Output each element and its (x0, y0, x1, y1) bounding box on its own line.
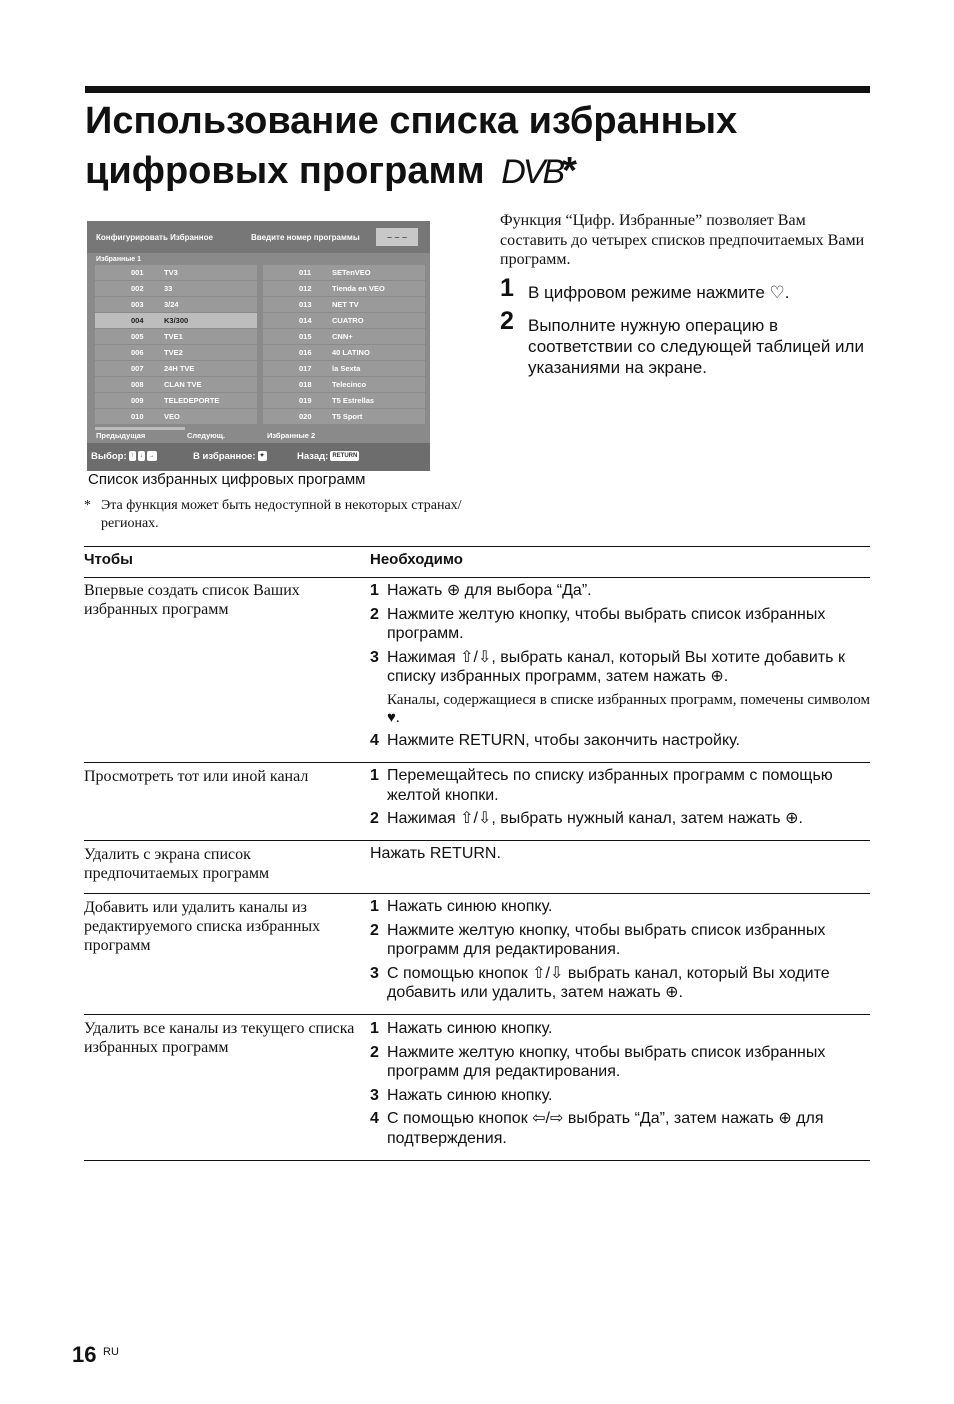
table-step (370, 1109, 870, 1148)
ok-key-icon: ✦ (259, 453, 265, 460)
title-asterisk: * (562, 150, 577, 192)
tv-channel-row (263, 377, 425, 392)
table-step-number: 4 (370, 1110, 379, 1127)
table-row-2-actions (370, 766, 870, 833)
table-step-number: 2 (370, 1043, 379, 1061)
table-row-4-actions (370, 897, 870, 1007)
tv-channel-name: TVE2 (164, 348, 183, 357)
tv-channel-number: 007 (131, 364, 144, 373)
table-step (370, 731, 870, 751)
tv-channel-name: VEO (164, 412, 180, 421)
table-step (370, 964, 870, 1003)
footnote-mark: * (84, 498, 91, 513)
tv-channel-row (95, 393, 257, 408)
table-row-5-actions (370, 1019, 870, 1152)
tv-channel-number: 012 (299, 284, 312, 293)
tv-channel-name: CNN+ (332, 332, 353, 341)
step-2-text: Выполните нужную операцию в соответствии со следующей таблицей или указаниями на экране. (528, 316, 864, 377)
tv-channel-number: 019 (299, 396, 312, 405)
table-step (370, 809, 870, 829)
tv-channel-name: T5 Estrellas (332, 396, 375, 405)
tv-nav-prev: Предыдущая (96, 431, 146, 440)
tv-channel-row (263, 361, 425, 376)
tv-channel-number: 020 (299, 412, 312, 421)
tv-channel-row (95, 281, 257, 296)
tv-channel-name: SETenVEO (332, 268, 371, 277)
tv-channel-row (263, 345, 425, 360)
tv-footer (87, 443, 430, 471)
table-step (370, 1019, 870, 1039)
table-row-rule (84, 893, 870, 894)
table-row-rule (84, 1014, 870, 1015)
tv-channel-name: K3/300 (164, 316, 189, 325)
table-step (370, 605, 870, 644)
tv-channel-number: 008 (131, 380, 144, 389)
table-step-text: Нажать синюю кнопку. (387, 1086, 553, 1104)
tv-list-title: Избранные 1 (96, 256, 141, 263)
table-step (370, 1043, 870, 1082)
table-row-2-goal: Просмотреть тот или иной канал (84, 768, 309, 785)
right-arrow-key-icon: → (148, 453, 155, 460)
tv-channel-row (263, 265, 425, 280)
tv-channel-name: 33 (164, 284, 173, 293)
tv-channel-row (95, 297, 257, 312)
table-step-text: Нажмите желтую кнопку, чтобы выбрать список избранных программ для редактирования. (387, 1043, 826, 1080)
tv-footer-add-label: В избранное: (193, 451, 256, 462)
tv-channel-name: TVE1 (164, 332, 183, 341)
tv-channel-row (263, 281, 425, 296)
tv-header-prompt: Введите номер программы (251, 233, 360, 242)
up-arrow-key-icon: ↑ (130, 453, 134, 460)
table-row-1-actions (370, 581, 870, 754)
tv-channel-row (263, 313, 425, 328)
tv-footer-back (297, 451, 359, 462)
tv-footer-select-label: Выбор: (91, 451, 127, 462)
tv-channel-row (263, 297, 425, 312)
table-row-3-action: Нажать RETURN. (370, 845, 501, 862)
page-locale: RU (103, 1346, 119, 1358)
footnote-text: Эта функция может быть недоступной в некоторых странах/регионах. (101, 498, 462, 531)
table-step-text: Нажать ⊕ для выбора “Да”. (387, 582, 592, 599)
page-number: 16 (72, 1342, 97, 1367)
tv-header (87, 221, 430, 253)
tv-channel-row (263, 329, 425, 344)
table-row-5-goal: Удалить все каналы из текущего списка избранных программ (84, 1020, 355, 1056)
table-step-number: 1 (370, 1020, 379, 1037)
tv-channel-number: 004 (131, 316, 144, 325)
table-header-goal: Чтобы (84, 551, 133, 568)
tv-channel-number: 006 (131, 348, 144, 357)
tv-channel-name: CUATRO (332, 316, 364, 325)
tv-channel-name: 40 LATINO (332, 348, 370, 357)
tv-channel-number: 011 (299, 268, 312, 277)
down-arrow-key-icon: ↓ (139, 453, 143, 460)
table-step (370, 581, 870, 601)
tv-channel-name: TV3 (164, 268, 178, 277)
table-step (370, 921, 870, 960)
table-step-text: Нажать синюю кнопку. (387, 1020, 553, 1037)
table-step-number: 3 (370, 1086, 379, 1104)
tv-channel-name: TELEDEPORTE (164, 396, 220, 405)
table-step-number: 2 (370, 605, 379, 623)
table-step-text: Нажмите желтую кнопку, чтобы выбрать список избранных программ. (387, 605, 826, 642)
tv-channel-row (95, 329, 257, 344)
table-step (370, 897, 870, 917)
tv-footer-select (91, 451, 157, 462)
tv-channel-row (95, 265, 257, 280)
table-step (370, 648, 870, 687)
intro-paragraph: Функция “Цифр. Избранные” позволяет Вам составить до четырех списков предпочитаемых Вами программ. (500, 212, 865, 268)
tv-channel-number: 001 (131, 268, 144, 277)
tv-channel-name: Telecinco (332, 380, 367, 389)
table-header-action: Необходимо (370, 551, 463, 568)
tv-channel-row (95, 409, 257, 424)
table-step-number: 4 (370, 731, 379, 749)
tv-channel-row (263, 409, 425, 424)
table-step-text: Перемещайтесь по списку избранных программ с помощью желтой кнопки. (387, 767, 833, 804)
tv-channel-number: 009 (131, 396, 144, 405)
tv-header-title: Конфигурировать Избранное (96, 233, 213, 242)
title-line-1: Использование списка избранных (85, 100, 738, 142)
tv-nav-next: Следующ. (187, 431, 226, 440)
table-header-rule (84, 577, 870, 578)
table-step-text: С помощью кнопок ⇦/⇨ выбрать “Да”, затем нажать ⊕ для подтверждения. (387, 1110, 824, 1147)
table-step-text: Нажать синюю кнопку. (387, 898, 553, 915)
tv-channel-row (263, 393, 425, 408)
tv-channel-number: 018 (299, 380, 312, 389)
table-note: Каналы, содержащиеся в списке избранных программ, помечены символом ♥. (387, 691, 870, 726)
table-step-number: 3 (370, 648, 379, 666)
figure-caption: Список избранных цифровых программ (88, 471, 366, 488)
table-step-number: 2 (370, 921, 379, 939)
tv-channel-number: 015 (299, 332, 312, 341)
dvb-logo: DVB (501, 153, 563, 191)
tv-footer-back-label: Назад: (297, 451, 329, 462)
table-step-number: 1 (370, 898, 379, 915)
table-top-rule (84, 546, 870, 547)
tv-channel-name: Tienda en VEO (332, 284, 385, 293)
tv-channel-list (95, 265, 425, 427)
step-2-number: 2 (500, 307, 514, 335)
table-step-text: Нажмите желтую кнопку, чтобы выбрать список избранных программ для редактирования. (387, 921, 826, 958)
tv-channel-name: la Sexta (332, 364, 361, 373)
step-1-text: В цифровом режиме нажмите ♡. (528, 283, 790, 302)
tv-channel-number: 017 (299, 364, 312, 373)
table-step-number: 1 (370, 582, 379, 599)
tv-channel-name: NET TV (332, 300, 359, 309)
tv-channel-name: 3/24 (164, 300, 179, 309)
table-row-4-goal: Добавить или удалить каналы из редактируемого списка избранных программ (84, 899, 321, 954)
table-row-3-goal: Удалить с экрана список предпочитаемых программ (84, 846, 270, 882)
tv-channel-name: 24H TVE (164, 364, 195, 373)
tv-footer-add (193, 451, 267, 462)
table-step-text: Нажимая ⇧/⇩, выбрать канал, который Вы хотите добавить к списку избранных программ, затем нажать ⊕. (387, 648, 845, 685)
tv-channel-number: 014 (299, 316, 312, 325)
footnote (84, 497, 489, 533)
table-step-text: С помощью кнопок ⇧/⇩ выбрать канал, который Вы ходите добавить или удалить, затем нажать ⊕. (387, 964, 830, 1001)
step-1-number: 1 (500, 274, 514, 302)
tv-screen-illustration (87, 221, 430, 471)
table-step-text: Нажмите RETURN, чтобы закончить настройку. (387, 731, 740, 749)
table-step-number: 1 (370, 767, 379, 784)
title-line-2: цифровых программ (85, 150, 485, 192)
step-1 (500, 274, 875, 303)
tv-channel-number: 010 (131, 412, 144, 421)
step-2 (500, 307, 875, 378)
table-step-number: 3 (370, 964, 379, 982)
tv-channel-name: CLAN TVE (164, 380, 202, 389)
page-title (85, 96, 870, 197)
tv-channel-number: 005 (131, 332, 144, 341)
tv-channel-number: 013 (299, 300, 312, 309)
tv-channel-row (95, 345, 257, 360)
table-row-rule (84, 840, 870, 841)
return-key-icon: RETURN (332, 453, 358, 460)
top-rule (85, 86, 870, 93)
tv-channel-row (95, 313, 257, 328)
tv-channel-number: 016 (299, 348, 312, 357)
tv-channel-number: 002 (131, 284, 144, 293)
tv-scroll-indicator (95, 427, 185, 430)
tv-nav-fav2: Избранные 2 (267, 431, 316, 440)
table-bottom-rule (84, 1160, 870, 1161)
tv-channel-row (95, 377, 257, 392)
table-step (370, 766, 870, 805)
table-step-text: Нажимая ⇧/⇩, выбрать нужный канал, затем нажать ⊕. (387, 810, 803, 827)
table-step-number: 2 (370, 810, 379, 827)
table-row-rule (84, 762, 870, 763)
table-row-1-goal: Впервые создать список Ваших избранных программ (84, 582, 300, 618)
tv-channel-row (95, 361, 257, 376)
table-step (370, 1086, 870, 1106)
tv-channel-number: 003 (131, 300, 144, 309)
tv-number-box: – – – (376, 228, 418, 246)
tv-channel-name: T5 Sport (332, 412, 363, 421)
